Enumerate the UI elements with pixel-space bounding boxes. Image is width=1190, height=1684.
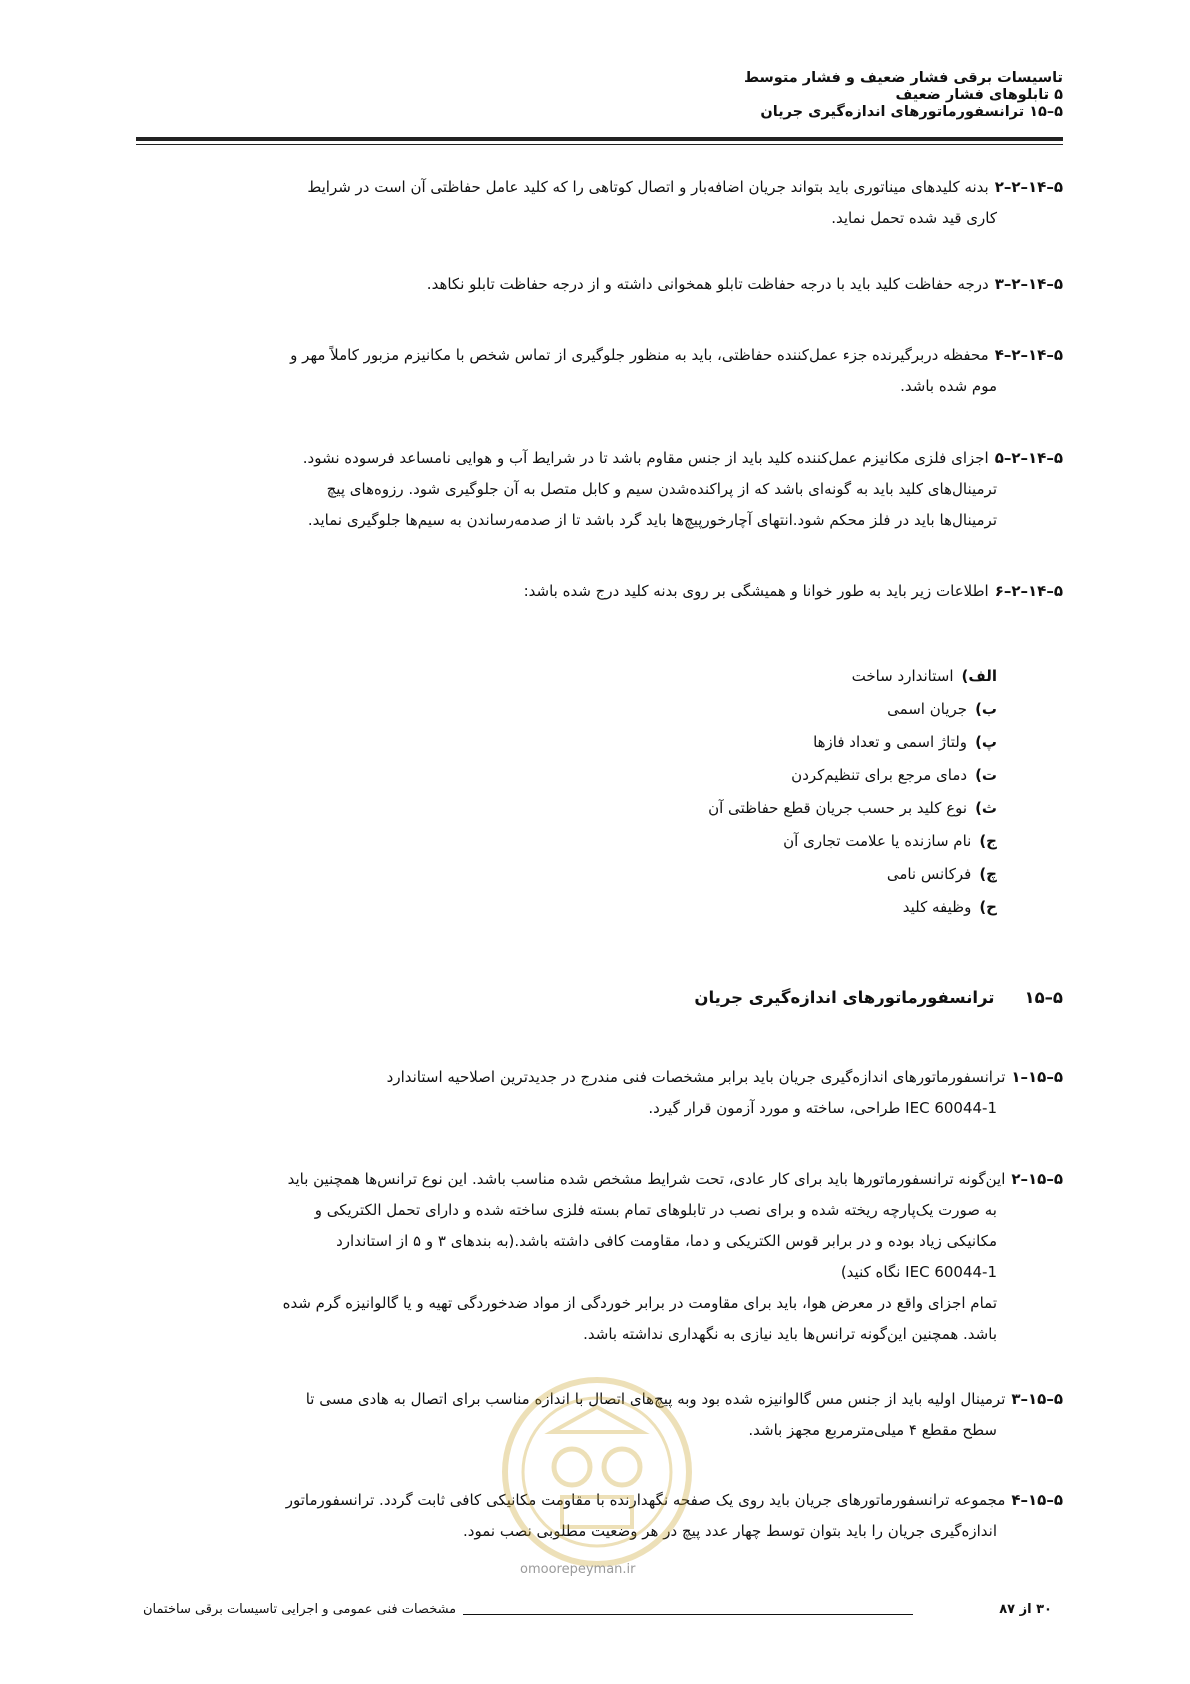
list-text: استاندارد ساخت [851, 667, 954, 685]
header-line-1: تاسیسات برقی فشار ضعیف و فشار متوسط [743, 70, 1063, 86]
clause-number: ۵–۱۴–۲–۳ [994, 275, 1063, 293]
list-letter: ت) [975, 766, 997, 784]
header-divider [136, 137, 1063, 141]
clause-text: مجموعه ترانسفورماتورهای جریان باید روی یک صفحه نگهدارنده با مقاومت مکانیکی کافی ثابت گردد. ترانسفورماتور [285, 1491, 1006, 1509]
footer-title: مشخصات فنی عمومی و اجرایی تاسیسات برقی ساختمان [143, 1602, 457, 1617]
list-text: دمای مرجع برای تنظیم‌کردن [791, 766, 968, 784]
clause-number: ۵–۱۴–۲–۵ [994, 449, 1063, 467]
clause-continuation: باشد. همچنین این‌گونه ترانس‌ها باید نیازی به نگهداری نداشته باشد. [583, 1325, 997, 1343]
clause-continuation: موم شده باشد. [900, 377, 997, 395]
list-text: ولتاژ اسمی و تعداد فازها [813, 733, 968, 751]
list-item [708, 660, 997, 693]
clause-text: این‌گونه ترانسفورماتورها باید برای کار عادی، تحت شرایط مشخص شده مناسب باشد. این نوع ترانس‌ها همچنین باید [287, 1170, 1006, 1188]
clause-text: ترانسفورماتورهای اندازه‌گیری جریان باید برابر مشخصات فنی مندرج در جدیدترین اصلاحیه استاندارد [386, 1068, 1006, 1086]
list-item [708, 891, 997, 924]
list-item [708, 726, 997, 759]
list-letter: ث) [975, 799, 997, 817]
list-text: نوع کلید بر حسب جریان قطع حفاظتی آن [708, 799, 968, 817]
clause-number: ۵–۱۵–۱ [1011, 1068, 1063, 1086]
clause-number: ۵–۱۴–۲–۲ [994, 178, 1063, 196]
list-text: نام سازنده یا علامت تجاری آن [783, 832, 972, 850]
header-line-2: ۵ تابلوهای فشار ضعیف [895, 87, 1063, 103]
clause-continuation: کاری قید شده تحمل نماید. [831, 209, 997, 227]
header-divider-thin [136, 144, 1063, 145]
clause-5-14-2-6 [133, 576, 1063, 607]
watermark-url: omoorepeyman.ir [520, 1562, 636, 1577]
list-item [708, 792, 997, 825]
clause-text: درجه حفاظت کلید باید با درجه حفاظت تابلو همخوانی داشته و از درجه حفاظت تابلو نکاهد. [426, 275, 989, 293]
list-letter: ج) [979, 832, 997, 850]
clause-5-15-1 [133, 1062, 1063, 1124]
clause-number: ۵–۱۴–۲–۶ [994, 582, 1063, 600]
section-title-text: ترانسفورماتورهای اندازه‌گیری جریان [694, 988, 995, 1007]
clause-continuation: IEC 60044-1 نگاه کنید) [840, 1263, 997, 1281]
list-letter: ب) [975, 700, 997, 718]
list-letter: ح) [979, 898, 997, 916]
list-letter: الف) [961, 667, 997, 685]
watermark-logo [492, 1372, 702, 1572]
section-heading [694, 988, 1063, 1007]
clause-continuation: مکانیکی زیاد بوده و در برابر قوس الکتریکی و دما، مقاومت کافی داشته باشد.(به بندهای ۳ و ۵ از استاندارد [336, 1232, 997, 1250]
clause-5-14-2-2 [133, 172, 1063, 234]
clause-continuation: ترمینال‌ها باید در فلز محکم شود.انتهای آچارخورپیچ‌ها باید گرد باشد تا از صدمه‌رساندن به سیم‌ها جلوگیری نماید. [307, 511, 997, 529]
clause-continuation: ترمینال‌های کلید باید به گونه‌ای باشد که از پراکنده‌شدن سیم و کابل متصل به آن جلوگیری شود. رزوه‌های پیچ [326, 480, 997, 498]
clause-text: ترمینال اولیه باید از جنس مس گالوانیزه شده بود وبه پیچ‌های اتصال با اندازه مناسب برای اتصال به هادی مسی تا [305, 1390, 1006, 1408]
clause-number: ۵–۱۵–۳ [1011, 1390, 1063, 1408]
clause-number: ۵–۱۵–۲ [1011, 1170, 1063, 1188]
list-item [708, 825, 997, 858]
clause-continuation: به صورت یک‌پارچه ریخته شده و برای نصب در تابلوهای تمام بسته فلزی ساخته شده و دارای تحمل الکتریکی و [314, 1201, 997, 1219]
clause-continuation: سطح مقطع ۴ میلی‌مترمربع مجهز باشد. [748, 1421, 997, 1439]
list-letter: پ) [975, 733, 997, 751]
clause-number: ۵–۱۵–۴ [1011, 1491, 1063, 1509]
footer-rule [463, 1614, 913, 1616]
list-text: جریان اسمی [887, 700, 968, 718]
clause-5-14-2-5 [133, 443, 1063, 536]
clause-5-15-2 [133, 1164, 1063, 1350]
list-text: فرکانس نامی [886, 865, 972, 883]
list-item [708, 759, 997, 792]
info-list [708, 660, 997, 924]
clause-text: بدنه کلیدهای میناتوری باید بتواند جریان اضافه‌بار و اتصال کوتاهی را که کلید عامل حفاظتی آن است در شرایط [307, 178, 989, 196]
clause-text: اجزای فلزی مکانیزم عمل‌کننده کلید باید از جنس مقاوم باشد تا در شرایط آب و هوایی نامساعد فرسوده نشود. [302, 449, 989, 467]
header-line-3: ۵–۱۵ ترانسفورماتورهای اندازه‌گیری جریان [760, 104, 1063, 120]
clause-text: محفظه دربرگیرنده جزء عمل‌کننده حفاظتی، باید به منظور جلوگیری از تماس شخص با مکانیزم مزبور کاملاً مهر و [290, 346, 989, 364]
page-header [123, 70, 1063, 121]
clause-text: اطلاعات زیر باید به طور خوانا و همیشگی بر روی بدنه کلید درج شده باشد: [523, 582, 989, 600]
section-number: ۵–۱۵ [1024, 988, 1063, 1007]
clause-5-14-2-4 [133, 340, 1063, 402]
footer-page-number: ۳۰ از ۸۷ [999, 1602, 1052, 1617]
list-item [708, 858, 997, 891]
clause-continuation: IEC 60044-1 طراحی، ساخته و مورد آزمون قرار گیرد. [648, 1099, 997, 1117]
clause-5-14-2-3 [133, 269, 1063, 300]
list-letter: چ) [979, 865, 997, 883]
clause-continuation: تمام اجزای واقع در معرض هوا، باید برای مقاومت در برابر خوردگی از مواد ضدخوردگی تهیه و یا گالوانیزه گرم شده [282, 1294, 997, 1312]
list-item [708, 693, 997, 726]
list-text: وظیفه کلید [902, 898, 972, 916]
clause-continuation: اندازه‌گیری جریان را باید بتوان توسط چهار عدد پیچ در هر وضعیت مطلوبی نصب نمود. [463, 1522, 997, 1540]
clause-number: ۵–۱۴–۲–۴ [994, 346, 1063, 364]
